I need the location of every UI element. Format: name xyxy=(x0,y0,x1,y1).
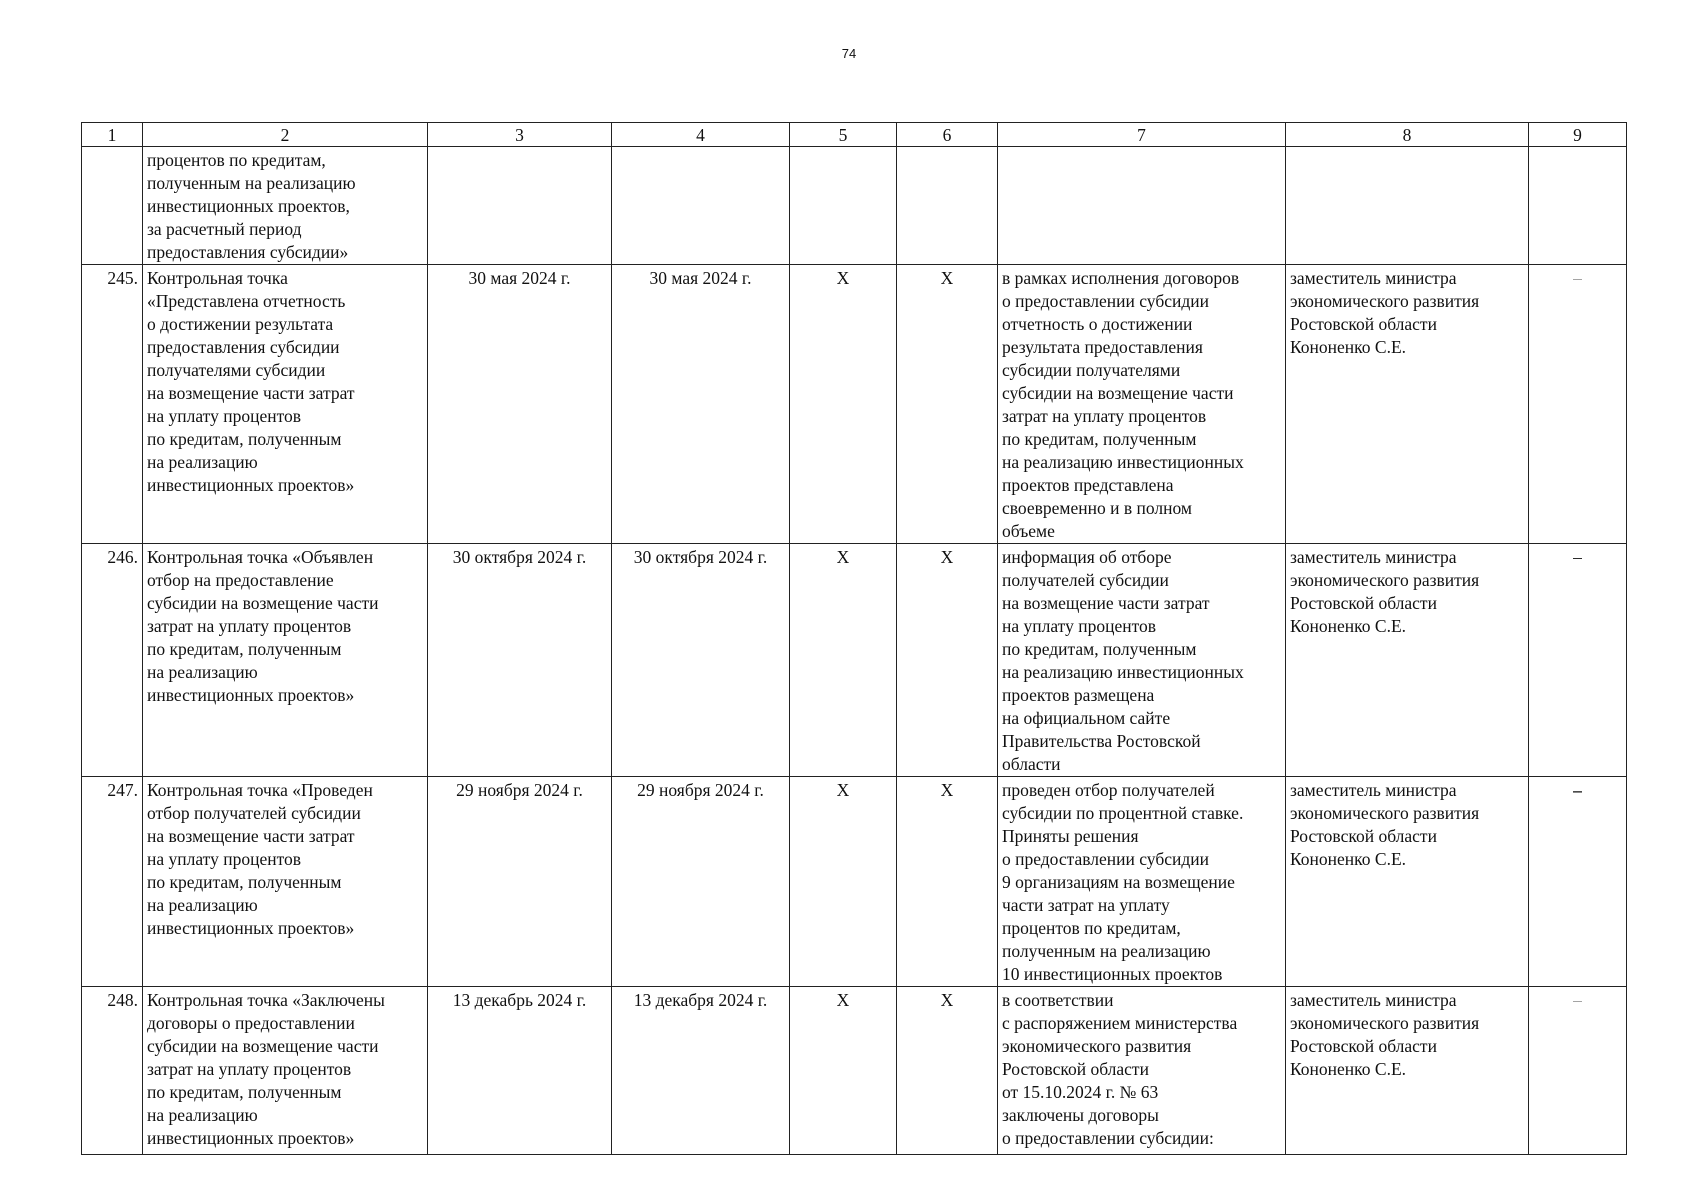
table-row xyxy=(82,777,1627,987)
column-header: 2 xyxy=(143,123,428,147)
column-header: 4 xyxy=(612,123,790,147)
table-row xyxy=(82,147,1627,265)
column-header: 5 xyxy=(790,123,897,147)
note xyxy=(1529,147,1627,265)
note: – xyxy=(1529,265,1627,544)
result-text: в рамках исполнения договоров о предоставлении субсидии отчетность о достижении результата предоставления субсидии получателями субсидии на возмещение части затрат на уплату процентов по кредитам, полученным на реализацию инвестиционных проектов представлена своевременно и в полном объеме xyxy=(998,265,1286,544)
planned-date: 29 ноября 2024 г. xyxy=(428,777,612,987)
responsible-person xyxy=(1286,147,1529,265)
result-text: в соответствии с распоряжением министерства экономического развития Ростовской области от 15.10.2024 г. № 63 заключены договоры о предоставлении субсидии: xyxy=(998,987,1286,1155)
column-header: 9 xyxy=(1529,123,1627,147)
planned-date xyxy=(428,147,612,265)
actual-date: 29 ноября 2024 г. xyxy=(612,777,790,987)
column-5-value xyxy=(790,147,897,265)
result-text xyxy=(998,147,1286,265)
table-row xyxy=(82,987,1627,1155)
event-name: Контрольная точка «Проведен отбор получателей субсидии на возмещение части затрат на уплату процентов по кредитам, полученным на реализацию инвестиционных проектов» xyxy=(143,777,428,987)
responsible-person: заместитель министра экономического развития Ростовской области Кононенко С.Е. xyxy=(1286,777,1529,987)
planned-date: 30 октября 2024 г. xyxy=(428,544,612,777)
result-text: информация об отборе получателей субсидии на возмещение части затрат на уплату процентов по кредитам, полученным на реализацию инвестиционных проектов размещена на официальном сайте Правительства Ростовской области xyxy=(998,544,1286,777)
report-table xyxy=(81,122,1627,1155)
event-name: процентов по кредитам, полученным на реализацию инвестиционных проектов, за расчетный период предоставления субсидии» xyxy=(143,147,428,265)
planned-date: 30 мая 2024 г. xyxy=(428,265,612,544)
actual-date: 30 мая 2024 г. xyxy=(612,265,790,544)
column-header: 1 xyxy=(82,123,143,147)
responsible-person: заместитель министра экономического развития Ростовской области Кононенко С.Е. xyxy=(1286,265,1529,544)
column-5-value: Х xyxy=(790,265,897,544)
row-number: 248. xyxy=(82,987,143,1155)
note: – xyxy=(1529,987,1627,1155)
column-header: 6 xyxy=(897,123,998,147)
column-6-value xyxy=(897,147,998,265)
planned-date: 13 декабрь 2024 г. xyxy=(428,987,612,1155)
header-row xyxy=(82,123,1627,147)
event-name: Контрольная точка «Представлена отчетность о достижении результата предоставления субсидии получателями субсидии на возмещение части затрат на уплату процентов по кредитам, полученным на реализацию инвестиционных проектов» xyxy=(143,265,428,544)
actual-date: 13 декабря 2024 г. xyxy=(612,987,790,1155)
note: – xyxy=(1529,777,1627,987)
event-name: Контрольная точка «Объявлен отбор на предоставление субсидии на возмещение части затрат на уплату процентов по кредитам, полученным на реализацию инвестиционных проектов» xyxy=(143,544,428,777)
result-text: проведен отбор получателей субсидии по процентной ставке. Приняты решения о предоставлении субсидии 9 организациям на возмещение части затрат на уплату процентов по кредитам, полученным на реализацию 10 инвестиционных проектов xyxy=(998,777,1286,987)
column-6-value: Х xyxy=(897,544,998,777)
row-number: 246. xyxy=(82,544,143,777)
column-5-value: Х xyxy=(790,987,897,1155)
table-row xyxy=(82,265,1627,544)
row-number: 245. xyxy=(82,265,143,544)
table-row xyxy=(82,544,1627,777)
column-6-value: Х xyxy=(897,265,998,544)
column-header: 3 xyxy=(428,123,612,147)
row-number: 247. xyxy=(82,777,143,987)
page-number: 74 xyxy=(841,46,857,61)
column-6-value: Х xyxy=(897,777,998,987)
column-5-value: Х xyxy=(790,544,897,777)
actual-date xyxy=(612,147,790,265)
column-5-value: Х xyxy=(790,777,897,987)
note: – xyxy=(1529,544,1627,777)
actual-date: 30 октября 2024 г. xyxy=(612,544,790,777)
responsible-person: заместитель министра экономического развития Ростовской области Кононенко С.Е. xyxy=(1286,987,1529,1155)
row-number xyxy=(82,147,143,265)
event-name: Контрольная точка «Заключены договоры о предоставлении субсидии на возмещение части затрат на уплату процентов по кредитам, полученным на реализацию инвестиционных проектов» xyxy=(143,987,428,1155)
column-header: 7 xyxy=(998,123,1286,147)
column-6-value: Х xyxy=(897,987,998,1155)
column-header: 8 xyxy=(1286,123,1529,147)
responsible-person: заместитель министра экономического развития Ростовской области Кононенко С.Е. xyxy=(1286,544,1529,777)
